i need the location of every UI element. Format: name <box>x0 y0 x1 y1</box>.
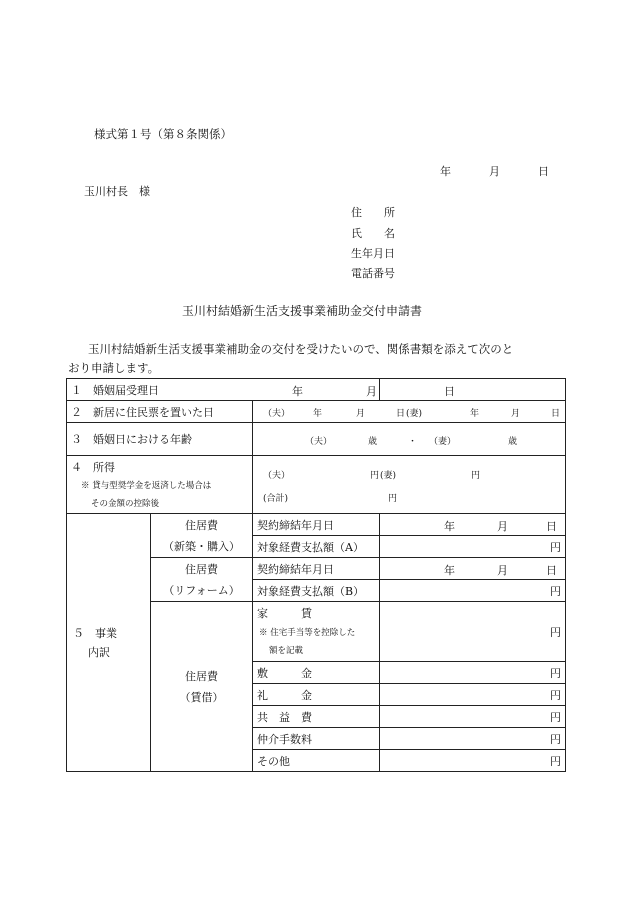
row1-year: 年 <box>292 385 304 398</box>
group-new-name-2: （新築・購入） <box>163 539 240 553</box>
unit-month: 月 <box>497 520 509 533</box>
value-other[interactable]: 円 <box>380 750 566 772</box>
application-table <box>66 378 566 772</box>
group-reform-name-2: （リフォーム） <box>163 583 240 597</box>
row3-w-age: 歳 <box>508 437 518 447</box>
intro-line-2: おり申請します。 <box>68 361 160 375</box>
row4-h-yen: 円 <box>370 471 380 481</box>
row2-h-year: 年 <box>313 409 323 419</box>
field-name: 氏 名 <box>351 227 395 240</box>
unit-day: 日 <box>546 564 558 577</box>
row4-note-1: ※ 貸与型奨学金を返済した場合は <box>81 481 212 491</box>
value-common-fee[interactable]: 円 <box>380 706 566 728</box>
row4-label-cell <box>67 456 253 514</box>
item-broker-fee: 仲介手数料 <box>253 728 380 750</box>
header-date-month: 月 <box>489 165 500 178</box>
item-rent: 家 賃 <box>257 607 312 620</box>
item-new-contract-date: 契約締結年月日 <box>253 514 380 536</box>
row4-wife: (妻) <box>380 471 397 481</box>
value-reform-contract-date[interactable] <box>380 558 566 580</box>
field-phone: 電話番号 <box>351 267 395 280</box>
group-rent-name-1: 住居費 <box>185 669 218 683</box>
row1-value[interactable] <box>292 379 566 401</box>
header-date-day: 日 <box>538 165 549 178</box>
item-key-money: 礼 金 <box>253 684 380 706</box>
row4-value[interactable] <box>253 456 566 514</box>
row2-w-month: 月 <box>511 409 521 419</box>
group-rent <box>151 602 253 772</box>
group-reform-name-1: 住居費 <box>185 562 218 576</box>
row-marriage-date <box>67 379 566 401</box>
row2-h-month: 月 <box>356 409 366 419</box>
row4-t-yen: 円 <box>388 494 398 504</box>
unit-year: 年 <box>444 520 456 533</box>
value-new-contract-date[interactable] <box>380 514 566 536</box>
item-reform-contract-date: 契約締結年月日 <box>253 558 380 580</box>
item-cost-b: 対象経費支払額（B） <box>253 580 380 602</box>
row4-husband: （夫） <box>263 471 291 481</box>
value-cost-b[interactable]: 円 <box>380 580 566 602</box>
item-deposit: 敷 金 <box>253 662 380 684</box>
page-title: 玉川村結婚新生活支援事業補助金交付申請書 <box>182 304 423 318</box>
addressee: 玉川村長 様 <box>84 185 150 198</box>
row2-wife: (妻) <box>406 409 423 419</box>
item-cost-a: 対象経費支払額（A） <box>253 536 380 558</box>
item-rent-cell <box>253 602 380 662</box>
value-key-money[interactable]: 円 <box>380 684 566 706</box>
row-age <box>67 423 566 456</box>
value-broker-fee[interactable]: 円 <box>380 728 566 750</box>
row1-day: 日 <box>444 385 456 398</box>
item-common-fee: 共 益 費 <box>253 706 380 728</box>
row2-label: ２ 新居に住民票を置いた日 <box>67 401 253 423</box>
row2-w-day: 日 <box>551 409 561 419</box>
value-cost-a[interactable]: 円 <box>380 536 566 558</box>
row4-note-2: その金額の控除後 <box>91 499 160 509</box>
group-new-name-1: 住居費 <box>185 518 218 532</box>
row5-label: ５ 事業 <box>73 627 117 640</box>
value-deposit[interactable]: 円 <box>380 662 566 684</box>
field-birthdate: 生年月日 <box>351 247 395 260</box>
row4-label: ４ 所得 <box>71 461 115 474</box>
row1-label: １ 婚姻届受理日 <box>67 379 380 401</box>
item-other: その他 <box>253 750 380 772</box>
intro-line-1: 玉川村結婚新生活支援事業補助金の交付を受けたいので、関係書類を添えて次のと <box>88 342 514 356</box>
row-new-contract <box>67 514 566 536</box>
item-rent-note-2: 額を記載 <box>269 646 304 656</box>
row5-label-2: 内訳 <box>88 646 110 659</box>
row2-value[interactable] <box>253 401 566 423</box>
value-rent[interactable]: 円 <box>380 602 566 662</box>
row2-w-year: 年 <box>470 409 480 419</box>
item-rent-note-1: ※ 住宅手当等を控除した <box>259 628 356 638</box>
row1-month: 月 <box>366 385 378 398</box>
unit-year: 年 <box>444 564 456 577</box>
row3-label: ３ 婚姻日における年齢 <box>67 423 253 456</box>
row5-label-cell <box>67 514 151 772</box>
row-residence-date <box>67 401 566 423</box>
unit-day: 日 <box>546 520 558 533</box>
header-date-year: 年 <box>440 165 451 178</box>
row3-husband: （夫） <box>305 437 333 447</box>
form-number: 様式第１号（第８条関係） <box>94 127 232 141</box>
row2-husband: （夫） <box>263 409 291 419</box>
unit-month: 月 <box>497 564 509 577</box>
row3-h-age: 歳 <box>368 437 378 447</box>
group-new <box>151 514 253 558</box>
row3-value[interactable] <box>253 423 566 456</box>
field-address: 住 所 <box>351 206 395 219</box>
row4-total: (合計) <box>263 494 289 504</box>
row4-w-yen: 円 <box>471 471 481 481</box>
group-reform <box>151 558 253 602</box>
row3-wife: （妻） <box>429 437 457 447</box>
row-income <box>67 456 566 514</box>
row2-h-day: 日 <box>396 409 406 419</box>
row3-dot: ・ <box>408 437 418 447</box>
group-rent-name-2: （賃借） <box>179 690 224 704</box>
